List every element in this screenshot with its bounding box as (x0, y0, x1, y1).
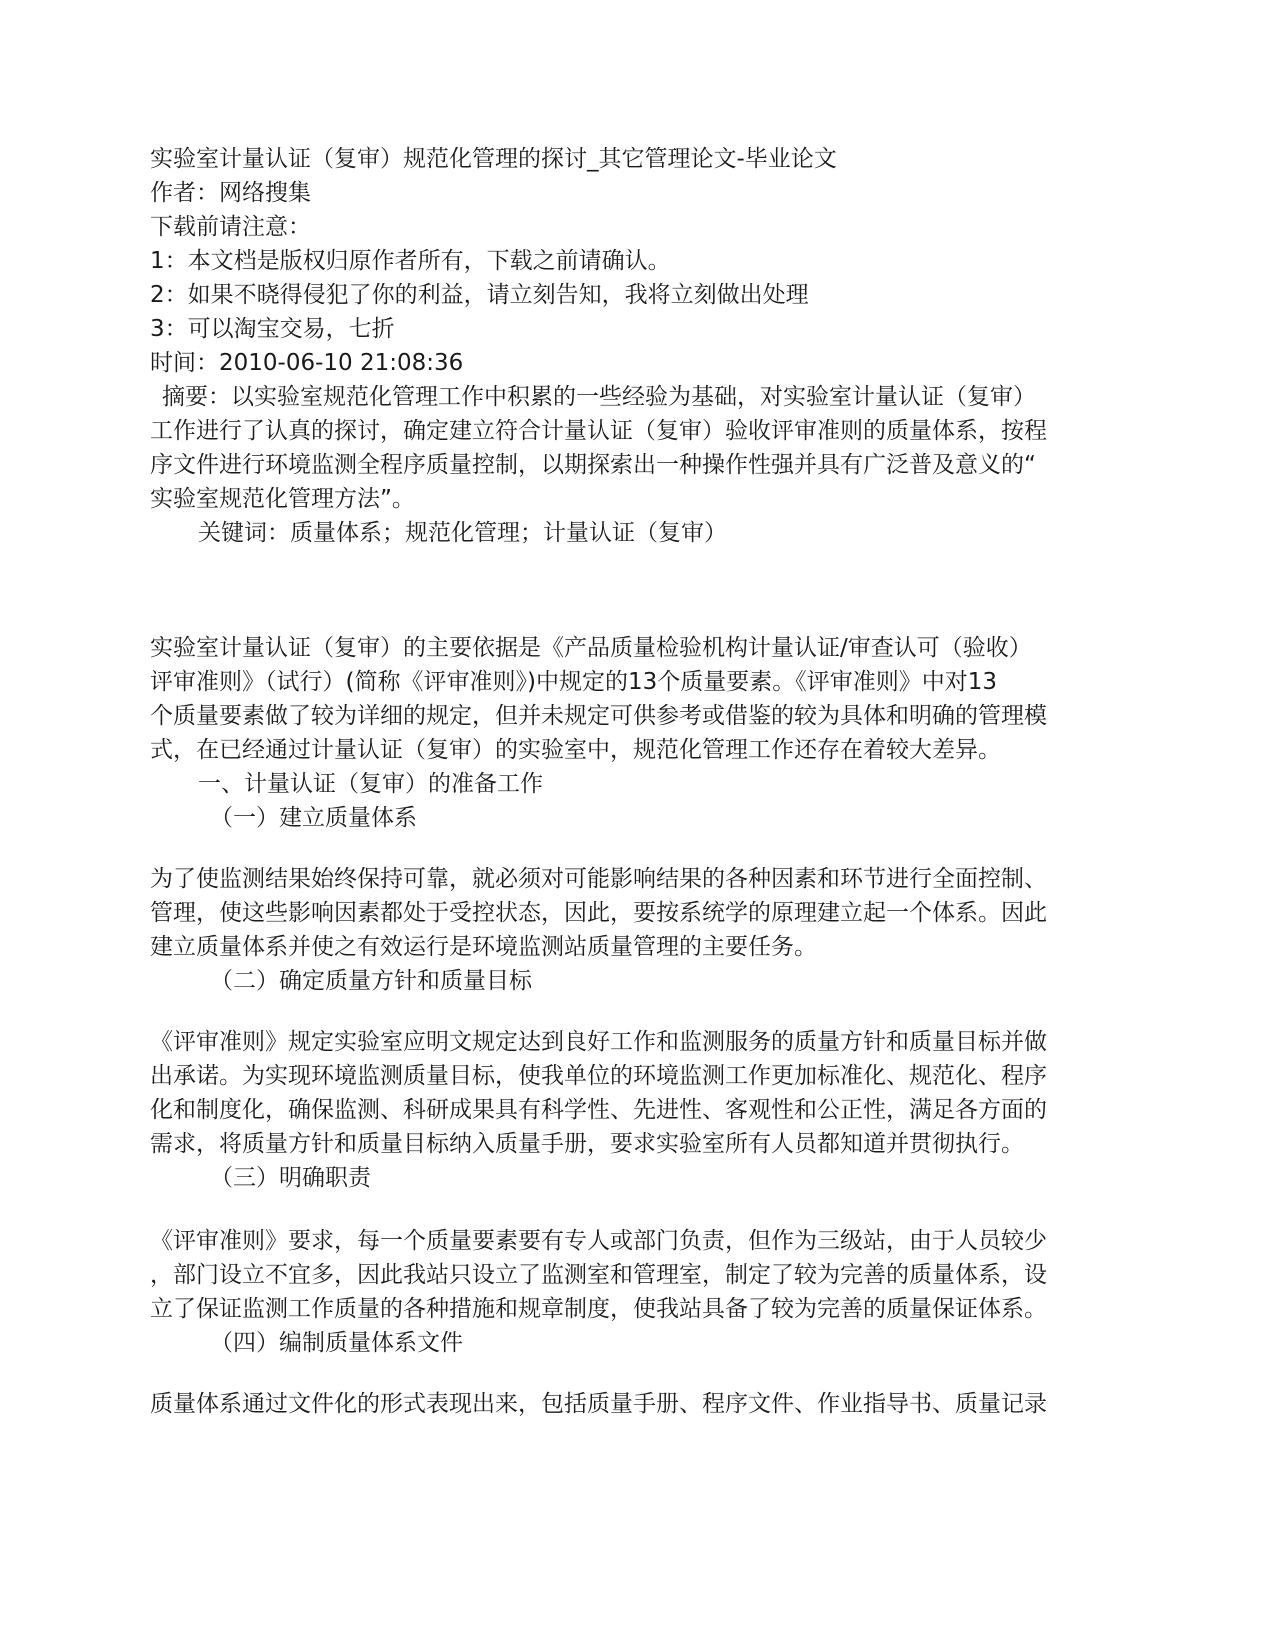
subsection-heading: （二）确定质量方针和质量目标 (210, 968, 532, 994)
paragraph-line: 为了使监测结果始终保持可靠，就必须对可能影响结果的各种因素和环节进行全面控制、 (150, 866, 1047, 892)
paragraph-line: 需求，将质量方针和质量目标纳入质量手册，要求实验室所有人员都知道并贯彻执行。 (150, 1131, 1024, 1157)
paragraph-line: 化和制度化，确保监测、科研成果具有科学性、先进性、客观性和公正性，满足各方面的 (150, 1097, 1047, 1123)
intro-line: 评审准则》（试行）(简称《评审准则》)中规定的13个质量要素。《评审准则》中对13 (150, 669, 997, 695)
paragraph-line: ，部门设立不宜多，因此我站只设立了监测室和管理室，制定了较为完善的质量体系，设 (150, 1262, 1047, 1288)
paragraph-line: 建立质量体系并使之有效运行是环境监测站质量管理的主要任务。 (150, 934, 817, 960)
paragraph-line: 《评审准则》规定实验室应明文规定达到良好工作和监测服务的质量方针和质量目标并做 (150, 1029, 1047, 1055)
abstract-line: 摘要：以实验室规范化管理工作中积累的一些经验为基础，对实验室计量认证（复审） (162, 384, 1036, 410)
paragraph-line: 《评审准则》要求，每一个质量要素要有专人或部门负责，但作为三级站，由于人员较少 (150, 1228, 1047, 1254)
notice-heading: 下载前请注意： (150, 214, 311, 240)
intro-line: 式，在已经通过计量认证（复审）的实验室中，规范化管理工作还存在着较大差异。 (150, 737, 1001, 763)
subsection-heading: （四）编制质量体系文件 (210, 1330, 463, 1356)
author-line: 作者：网络搜集 (150, 180, 311, 206)
intro-line: 个质量要素做了较为详细的规定，但并未规定可供参考或借鉴的较为具体和明确的管理模 (150, 703, 1047, 729)
paragraph-line: 出承诺。为实现环境监测质量目标，使我单位的环境监测工作更加标准化、规范化、程序 (150, 1063, 1047, 1089)
notice-item-1: 1：本文档是版权归原作者所有，下载之前请确认。 (150, 248, 671, 274)
abstract-line: 序文件进行环境监测全程序质量控制，以期探索出一种操作性强并具有广泛普及意义的“ (150, 452, 1036, 478)
keywords-line: 关键词：质量体系；规范化管理；计量认证（复审） (198, 520, 727, 546)
subsection-heading: （三）明确职责 (210, 1165, 371, 1191)
paragraph-line: 立了保证监测工作质量的各种措施和规章制度，使我站具备了较为完善的质量保证体系。 (150, 1296, 1047, 1322)
notice-item-3: 3：可以淘宝交易，七折 (150, 316, 395, 342)
document-title: 实验室计量认证（复审）规范化管理的探讨_其它管理论文-毕业论文 (150, 146, 837, 172)
subsection-heading: （一）建立质量体系 (210, 805, 417, 831)
abstract-line: 工作进行了认真的探讨，确定建立符合计量认证（复审）验收评审准则的质量体系，按程 (150, 418, 1047, 444)
time-line: 时间：2010-06-10 21:08:36 (150, 350, 464, 376)
section-heading: 一、计量认证（复审）的准备工作 (198, 771, 543, 797)
notice-item-2: 2：如果不晓得侵犯了你的利益，请立刻告知，我将立刻做出处理 (150, 282, 809, 308)
paragraph-line: 管理，使这些影响因素都处于受控状态，因此，要按系统学的原理建立起一个体系。因此 (150, 900, 1047, 926)
abstract-line: 实验室规范化管理方法”。 (150, 486, 415, 512)
paragraph-line: 质量体系通过文件化的形式表现出来，包括质量手册、程序文件、作业指导书、质量记录 (150, 1391, 1047, 1417)
intro-line: 实验室计量认证（复审）的主要依据是《产品质量检验机构计量认证/审查认可（验收） (150, 635, 1032, 661)
